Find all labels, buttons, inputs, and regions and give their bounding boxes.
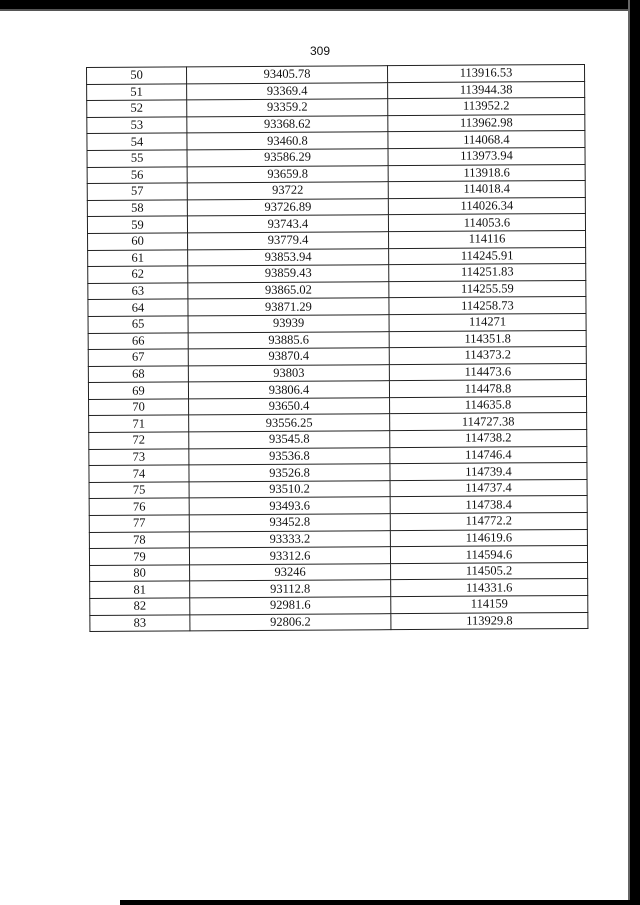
- y-value-cell: 114746.4: [390, 446, 587, 464]
- y-value-cell: 114245.91: [389, 247, 586, 265]
- x-value-cell: 93853.94: [188, 248, 389, 266]
- y-value-cell: 113952.2: [388, 98, 585, 116]
- point-number-cell: 73: [89, 449, 189, 466]
- y-value-cell: 114619.6: [390, 529, 587, 547]
- y-value-cell: 114594.6: [390, 546, 587, 564]
- x-value-cell: 93536.8: [189, 447, 390, 465]
- y-value-cell: 114018.4: [388, 181, 585, 199]
- point-number-cell: 83: [90, 614, 190, 631]
- y-value-cell: 113918.6: [388, 164, 585, 182]
- y-value-cell: 114727.38: [390, 413, 587, 431]
- point-number-cell: 60: [88, 233, 188, 250]
- point-number-cell: 54: [87, 133, 187, 150]
- point-number-cell: 77: [89, 515, 189, 532]
- y-value-cell: 114772.2: [390, 512, 587, 530]
- scan-border-bottom: [120, 900, 640, 905]
- x-value-cell: 93510.2: [189, 480, 390, 498]
- x-value-cell: 93865.02: [188, 281, 389, 299]
- point-number-cell: 63: [88, 283, 188, 300]
- x-value-cell: 93112.8: [190, 580, 391, 598]
- point-number-cell: 55: [87, 150, 187, 167]
- page-number: 309: [309, 44, 331, 58]
- y-value-cell: 114255.59: [389, 280, 586, 298]
- x-value-cell: 93526.8: [189, 464, 390, 482]
- y-value-cell: 114271: [389, 313, 586, 331]
- y-value-cell: 113973.94: [388, 147, 585, 165]
- y-value-cell: 114351.8: [389, 330, 586, 348]
- scan-border-right-shadow: [628, 0, 630, 905]
- point-number-cell: 69: [88, 382, 188, 399]
- x-value-cell: 93246: [190, 563, 391, 581]
- point-number-cell: 78: [89, 532, 189, 549]
- y-value-cell: 114026.34: [388, 197, 585, 215]
- y-value-cell: 114373.2: [389, 347, 586, 365]
- y-value-cell: 114738.2: [390, 430, 587, 448]
- y-value-cell: 114473.6: [389, 363, 586, 381]
- point-number-cell: 57: [87, 183, 187, 200]
- point-number-cell: 50: [87, 67, 187, 84]
- scan-border-right: [630, 0, 640, 905]
- point-number-cell: 56: [87, 166, 187, 183]
- x-value-cell: 93650.4: [189, 398, 390, 416]
- point-number-cell: 80: [90, 565, 190, 582]
- y-value-cell: 113944.38: [388, 81, 585, 99]
- x-value-cell: 93803: [188, 364, 389, 382]
- x-value-cell: 93659.8: [187, 165, 388, 183]
- y-value-cell: 114258.73: [389, 297, 586, 315]
- scan-border-top-shadow: [0, 9, 640, 11]
- y-value-cell: 114331.6: [391, 579, 588, 597]
- point-number-cell: 76: [89, 498, 189, 515]
- y-value-cell: 114505.2: [391, 562, 588, 580]
- y-value-cell: 114159: [391, 595, 588, 613]
- point-number-cell: 51: [87, 83, 187, 100]
- x-value-cell: 93368.62: [187, 115, 388, 133]
- x-value-cell: 93333.2: [189, 530, 390, 548]
- point-number-cell: 59: [87, 216, 187, 233]
- y-value-cell: 113929.8: [391, 612, 588, 630]
- x-value-cell: 93369.4: [187, 82, 388, 100]
- x-value-cell: 93586.29: [187, 149, 388, 167]
- scan-border-top: [0, 0, 640, 9]
- y-value-cell: 114116: [389, 230, 586, 248]
- y-value-cell: 114738.4: [390, 496, 587, 514]
- point-number-cell: 67: [88, 349, 188, 366]
- y-value-cell: 114737.4: [390, 479, 587, 497]
- x-value-cell: 92806.2: [190, 613, 391, 631]
- x-value-cell: 93545.8: [189, 431, 390, 449]
- point-number-cell: 74: [89, 465, 189, 482]
- point-number-cell: 79: [89, 548, 189, 565]
- x-value-cell: 93779.4: [188, 232, 389, 250]
- point-number-cell: 65: [88, 316, 188, 333]
- x-value-cell: 93726.89: [187, 198, 388, 216]
- point-number-cell: 64: [88, 299, 188, 316]
- x-value-cell: 93359.2: [187, 99, 388, 117]
- coordinate-table-body: [87, 64, 588, 631]
- x-value-cell: 93743.4: [187, 215, 388, 233]
- x-value-cell: 93859.43: [188, 265, 389, 283]
- y-value-cell: 114251.83: [389, 264, 586, 282]
- x-value-cell: 92981.6: [190, 597, 391, 615]
- point-number-cell: 75: [89, 482, 189, 499]
- point-number-cell: 62: [88, 266, 188, 283]
- x-value-cell: 93722: [187, 182, 388, 200]
- y-value-cell: 114739.4: [390, 463, 587, 481]
- x-value-cell: 93870.4: [188, 348, 389, 366]
- point-number-cell: 82: [90, 598, 190, 615]
- y-value-cell: 114053.6: [388, 214, 585, 232]
- point-number-cell: 70: [89, 399, 189, 416]
- point-number-cell: 71: [89, 415, 189, 432]
- point-number-cell: 58: [87, 200, 187, 217]
- x-value-cell: 93312.6: [189, 547, 390, 565]
- point-number-cell: 72: [89, 432, 189, 449]
- y-value-cell: 113916.53: [387, 64, 584, 82]
- table-row: [90, 612, 588, 632]
- point-number-cell: 81: [90, 581, 190, 598]
- point-number-cell: 52: [87, 100, 187, 117]
- x-value-cell: 93806.4: [188, 381, 389, 399]
- point-number-cell: 68: [88, 366, 188, 383]
- point-number-cell: 53: [87, 117, 187, 134]
- coordinate-table: [86, 64, 588, 632]
- x-value-cell: 93460.8: [187, 132, 388, 150]
- x-value-cell: 93452.8: [189, 514, 390, 532]
- point-number-cell: 61: [88, 249, 188, 266]
- y-value-cell: 114068.4: [388, 131, 585, 149]
- x-value-cell: 93871.29: [188, 298, 389, 316]
- point-number-cell: 66: [88, 332, 188, 349]
- x-value-cell: 93556.25: [189, 414, 390, 432]
- x-value-cell: 93493.6: [189, 497, 390, 515]
- x-value-cell: 93885.6: [188, 331, 389, 349]
- x-value-cell: 93939: [188, 315, 389, 333]
- coordinate-table-container: [86, 64, 584, 632]
- x-value-cell: 93405.78: [187, 66, 388, 84]
- y-value-cell: 113962.98: [388, 114, 585, 132]
- y-value-cell: 114635.8: [390, 396, 587, 414]
- y-value-cell: 114478.8: [389, 380, 586, 398]
